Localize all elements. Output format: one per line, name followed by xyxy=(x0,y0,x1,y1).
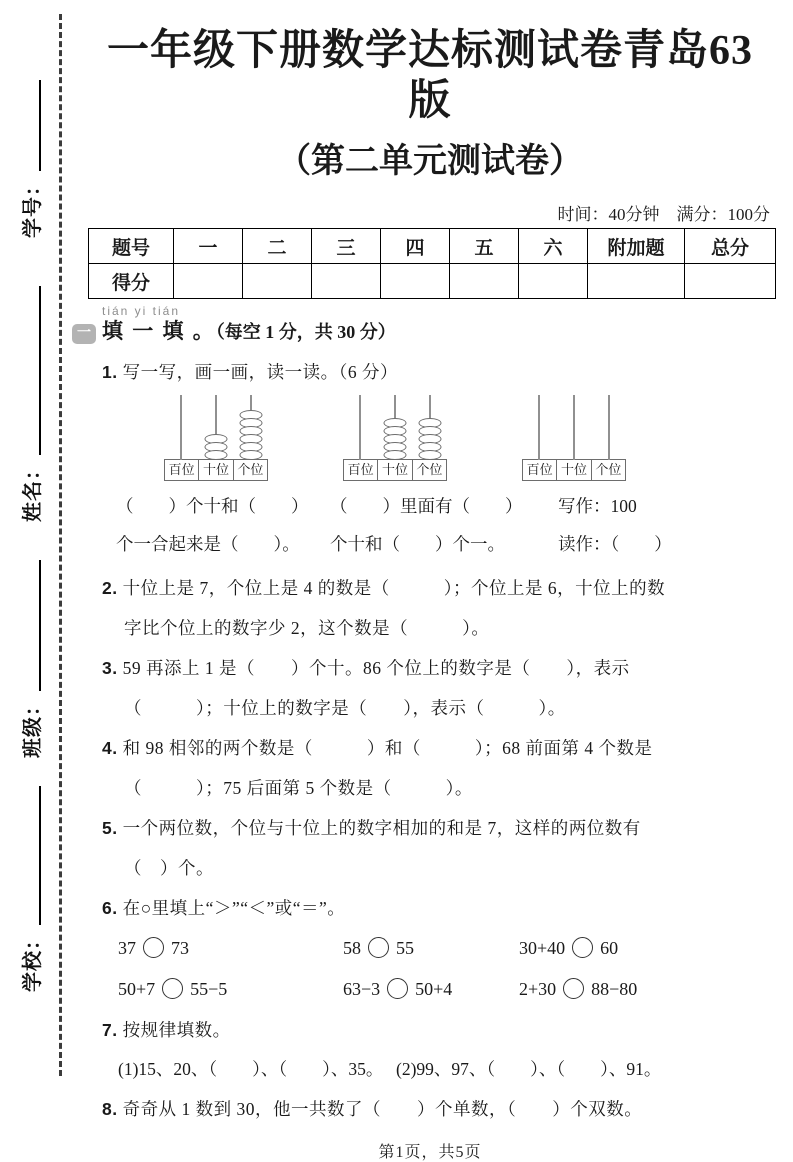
left-operand: 37 xyxy=(118,938,136,958)
rod-line xyxy=(573,395,575,460)
score-cell-6 xyxy=(519,264,588,299)
header-cell-4: 四 xyxy=(381,229,450,264)
abacus-bead xyxy=(205,450,228,460)
comparison-item xyxy=(118,935,343,962)
question-5-text: 一个两位数，个位与十位上的数字相加的和是 7，这样的两位数有 xyxy=(122,818,641,838)
comparison-circle xyxy=(162,978,183,999)
sidebar-field-name xyxy=(16,286,45,522)
question-4-text: 和 98 相邻的两个数是（ ）和（ ）；68 前面第 4 个数是 xyxy=(122,738,653,758)
abacus-bead xyxy=(418,450,441,460)
right-operand: 88−80 xyxy=(591,979,638,999)
abacus-2-tens-rod xyxy=(378,395,413,459)
section-number-badge: 一 xyxy=(72,324,96,344)
comparison-circle xyxy=(368,937,389,958)
place-label-tens: 十位 xyxy=(377,460,411,480)
abacus-1-tens-rod xyxy=(199,395,234,459)
question-6-number: 6. xyxy=(102,898,118,918)
section-title xyxy=(102,318,772,345)
score-table xyxy=(88,228,776,299)
abacus-3-place-labels xyxy=(522,459,626,481)
abacus-bead xyxy=(384,450,407,460)
score-row-label: 得分 xyxy=(89,264,174,299)
pattern-item-2: (2)99、97、（ ）、（ ）、91。 xyxy=(396,1059,662,1079)
abacus-3-rods xyxy=(522,395,626,459)
place-label-hundreds: 百位 xyxy=(526,462,553,477)
place-label-tens: 十位 xyxy=(198,460,232,480)
sidebar-field-class xyxy=(16,560,45,758)
question-7-number: 7. xyxy=(102,1020,118,1040)
dashed-fold-line xyxy=(59,14,62,1076)
section-title-main: 填 一 填 。 xyxy=(102,319,216,343)
question-4-number: 4. xyxy=(102,738,118,758)
comparison-item xyxy=(343,935,519,962)
abacus-figure-1 xyxy=(164,395,268,481)
page-title: 一年级下册数学达标测试卷青岛63版 xyxy=(106,28,753,124)
read-as-label: 读作：（ ） xyxy=(558,534,672,554)
abacus-1-hundreds-rod xyxy=(164,395,199,459)
left-operand: 2+30 xyxy=(519,979,557,999)
bead-stack xyxy=(205,436,228,460)
abacus-3-hundreds-rod xyxy=(522,395,557,459)
footer-page-number: 第1页，共5页 xyxy=(378,1144,482,1161)
blank-answer: 个一合起来是（ ）。 xyxy=(116,534,300,554)
rod-line xyxy=(538,395,540,460)
score-table-header-row xyxy=(89,229,776,264)
header-cell-1: 一 xyxy=(174,229,243,264)
header-cell-6: 六 xyxy=(519,229,588,264)
left-operand: 30+40 xyxy=(519,938,566,958)
place-label-ones: 个位 xyxy=(412,460,446,480)
question-5 xyxy=(88,815,772,841)
score-table-score-row xyxy=(89,264,776,299)
question-2-line-2: 字比个位上的数字少 2，这个数是（ ）。 xyxy=(124,618,490,638)
sidebar-field-school xyxy=(16,786,45,992)
rod-line xyxy=(359,395,361,460)
place-label-tens: 十位 xyxy=(556,460,590,480)
place-label-hundreds: 百位 xyxy=(168,462,195,477)
abacus-2-rods xyxy=(343,395,447,459)
question-2-text: 十位上是 7，个位上是 4 的数是（ ）；个位上是 6，十位上的数 xyxy=(122,578,666,598)
comparison-row-2 xyxy=(88,976,772,1003)
score-cell-5 xyxy=(450,264,519,299)
abacus-figures-row xyxy=(164,395,626,481)
name-label: 姓名： xyxy=(22,459,44,522)
question-3-text: 59 再添上 1 是（ ）个十。86 个位上的数字是（ ），表示 xyxy=(122,658,630,678)
abacus-3-tens-rod xyxy=(557,395,592,459)
school-blank-line xyxy=(39,786,41,925)
write-as-label: 写作：100 xyxy=(558,496,637,516)
header-cell-extra: 附加题 xyxy=(588,229,685,264)
section-pinyin: tián yi tián xyxy=(102,304,181,318)
comparison-circle xyxy=(143,937,164,958)
question-5-number: 5. xyxy=(102,818,118,838)
question-3 xyxy=(88,655,772,681)
score-cell-2 xyxy=(243,264,312,299)
comparison-item xyxy=(519,935,618,962)
page-subtitle: （第二单元测试卷） xyxy=(277,143,583,180)
place-label-ones: 个位 xyxy=(233,460,267,480)
blank-answer: 个十和（ ）个一。 xyxy=(330,534,505,554)
question-7-text: 按规律填数。 xyxy=(122,1020,231,1040)
abacus-3-ones-rod xyxy=(591,395,626,459)
header-cell-total: 总分 xyxy=(685,229,776,264)
question-4 xyxy=(88,735,772,761)
comparison-row-1 xyxy=(88,935,772,962)
left-operand: 50+7 xyxy=(118,979,156,999)
question-6-text: 在○里填上“＞”“＜”或“＝”。 xyxy=(122,898,346,918)
question-8-number: 8. xyxy=(102,1099,118,1119)
class-blank-line xyxy=(39,560,41,691)
right-operand: 50+4 xyxy=(415,979,453,999)
sidebar-field-student-id xyxy=(16,80,45,238)
comparison-circle xyxy=(563,978,584,999)
header-cell-2: 二 xyxy=(243,229,312,264)
blank-answer: （ ）个十和（ ） xyxy=(116,496,309,516)
right-operand: 55 xyxy=(396,938,414,958)
question-3-line-2: （ ）；十位上的数字是（ ），表示（ ）。 xyxy=(124,698,566,718)
student-id-blank-line xyxy=(39,80,41,171)
place-label-hundreds: 百位 xyxy=(347,462,374,477)
right-operand: 60 xyxy=(600,938,619,958)
header-cell-3: 三 xyxy=(312,229,381,264)
question-1-text: 写一写，画一画，读一读。（6 分） xyxy=(122,362,398,382)
question-2-number: 2. xyxy=(102,578,118,598)
question-7 xyxy=(88,1017,772,1043)
question-5-line-2: （ ）个。 xyxy=(124,858,214,878)
place-label-ones: 个位 xyxy=(591,460,625,480)
comparison-circle xyxy=(387,978,408,999)
question-1-number: 1. xyxy=(102,362,118,382)
bead-stack xyxy=(384,420,407,460)
question-2 xyxy=(88,575,772,601)
question-4-line-2: （ ）；75 后面第 5 个数是（ ）。 xyxy=(124,778,473,798)
score-cell-extra xyxy=(588,264,685,299)
right-operand: 73 xyxy=(171,938,189,958)
section-title-note: （每空 1 分，共 30 分） xyxy=(215,322,396,342)
left-operand: 58 xyxy=(343,938,361,958)
student-id-label: 学号： xyxy=(22,175,44,238)
score-cell-3 xyxy=(312,264,381,299)
question-1-answer-row-1 xyxy=(88,493,772,519)
name-blank-line xyxy=(39,286,41,455)
header-cell-5: 五 xyxy=(450,229,519,264)
question-8 xyxy=(88,1096,772,1122)
pattern-item-1: (1)15、20、（ ）、（ ）、35。 xyxy=(118,1059,384,1079)
question-3-number: 3. xyxy=(102,658,118,678)
header-cell-question-no: 题号 xyxy=(89,229,174,264)
abacus-1-ones-rod xyxy=(233,395,268,459)
abacus-1-rods xyxy=(164,395,268,459)
left-operand: 63−3 xyxy=(343,979,381,999)
score-cell-1 xyxy=(174,264,243,299)
abacus-1-place-labels xyxy=(164,459,268,481)
section-one-header xyxy=(77,304,772,345)
comparison-item xyxy=(343,976,519,1003)
comparison-item xyxy=(118,976,343,1003)
rod-line xyxy=(608,395,610,460)
abacus-2-ones-rod xyxy=(412,395,447,459)
abacus-figure-2 xyxy=(343,395,447,481)
question-1 xyxy=(88,359,772,385)
comparison-item xyxy=(519,976,637,1003)
blank-answer: （ ）里面有（ ） xyxy=(330,496,523,516)
abacus-2-place-labels xyxy=(343,459,447,481)
rod-line xyxy=(180,395,182,460)
bead-stack xyxy=(239,412,262,460)
test-paper xyxy=(77,0,772,1162)
question-6 xyxy=(88,895,772,921)
abacus-figure-3 xyxy=(522,395,626,481)
question-8-text: 奇奇从 1 数到 30，他一共数了（ ）个单数，（ ）个双数。 xyxy=(122,1099,643,1119)
score-cell-total xyxy=(685,264,776,299)
abacus-2-hundreds-rod xyxy=(343,395,378,459)
comparison-circle xyxy=(572,937,593,958)
pattern-items-row xyxy=(88,1056,772,1082)
time-score-info: 时间：40分钟 满分：100分 xyxy=(557,205,770,224)
question-1-answer-row-2 xyxy=(88,531,772,557)
score-cell-4 xyxy=(381,264,450,299)
bead-stack xyxy=(418,420,441,460)
abacus-bead xyxy=(239,450,262,460)
right-operand: 55−5 xyxy=(190,979,228,999)
school-label: 学校： xyxy=(22,929,44,992)
class-label: 班级： xyxy=(22,695,44,758)
